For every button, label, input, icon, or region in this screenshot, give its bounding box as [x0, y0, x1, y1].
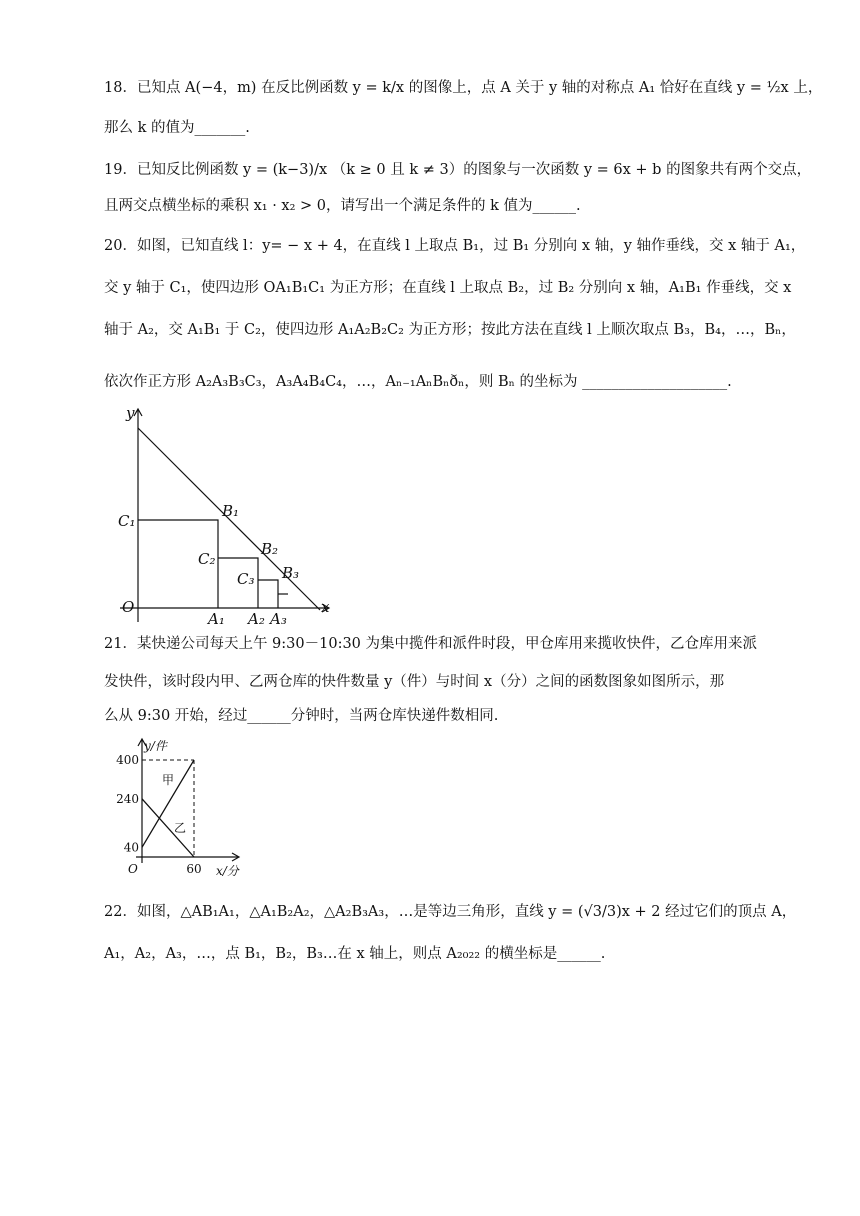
q21-x-tick-60: 60 — [186, 862, 202, 876]
q20-label-o: O — [122, 598, 135, 616]
q21-y-tick-240: 240 — [116, 791, 139, 806]
q20-label-c2: C₂ — [198, 550, 216, 568]
q21-line-1: 21．某快递公司每天上午 9:30－10:30 为集中揽件和派件时段，甲仓库用来揽收快件，乙仓库用来派 — [104, 636, 758, 652]
q20-label-b2: B₂ — [261, 540, 279, 558]
q20-label-a1: A₁ — [208, 610, 225, 625]
q21-line-chart — [104, 732, 254, 882]
q20-label-a2: A₂ — [248, 610, 265, 625]
q20-square-3 — [258, 580, 278, 608]
q18-line-1: 18．已知点 A(−4，m) 在反比例函数 y = k/x 的图像上，点 A 关于 y 轴的对称点 A₁ 恰好在直线 y = ½x 上， — [104, 80, 823, 96]
q20-line-4: 依次作正方形 A₂A₃B₃C₃，A₃A₄B₄C₄，…，Aₙ₋₁AₙBₙðₙ，则 Bₙ 的坐标为 ____________________. — [104, 374, 732, 390]
q20-line-2: 交 y 轴于 C₁，使四边形 OA₁B₁C₁ 为正方形；在直线 l 上取点 B₂，过 B₂ 分别向 x 轴，A₁B₁ 作垂线，交 x — [104, 280, 792, 296]
q20-label-y: y — [126, 404, 135, 422]
q20-label-b1: B₁ — [222, 502, 240, 520]
q21-y-tick-400: 400 — [116, 753, 139, 767]
q20-label-x: x — [321, 598, 330, 616]
q22-line-2: A₁，A₂，A₃，…，点 B₁，B₂，B₃…在 x 轴上，则点 A₂₀₂₂ 的横坐标是______. — [104, 946, 606, 962]
q21-x-axis-label: x/分 — [216, 864, 239, 878]
q20-line-1: 20．如图，已知直线 l：y= − x + 4，在直线 l 上取点 B₁，过 B₁ 分别向 x 轴，y 轴作垂线，交 x 轴于 A₁， — [104, 238, 806, 254]
q20-label-a3: A₃ — [270, 610, 287, 625]
q21-y-tick-40: 40 — [123, 840, 139, 855]
q21-series-label-1: 乙 — [174, 821, 187, 835]
q21-series-line-1 — [142, 799, 194, 857]
q19-line-2: 且两交点横坐标的乘积 x₁ · x₂ > 0，请写出一个满足条件的 k 值为______. — [104, 198, 581, 214]
q20-label-c3: C₃ — [237, 570, 255, 588]
q20-label-b3: B₃ — [282, 564, 300, 582]
q20-squares-figure — [110, 400, 340, 625]
q19-line-1: 19．已知反比例函数 y = (k−3)/x （k ≥ 0 且 k ≠ 3）的图象与一次函数 y = 6x + b 的图象共有两个交点， — [104, 162, 812, 178]
q20-label-c1: C₁ — [118, 512, 136, 530]
q21-y-axis-label: y/件 — [144, 739, 167, 753]
q21-line-2: 发快件，该时段内甲、乙两仓库的快件数量 y（件）与时间 x（分）之间的函数图象如图所示，那 — [104, 674, 725, 690]
q22-line-1: 22．如图，△AB₁A₁，△A₁B₂A₂，△A₂B₃A₃，…是等边三角形，直线 y = (√3/3)x + 2 经过它们的顶点 A， — [104, 904, 797, 920]
q20-line-3: 轴于 A₂，交 A₁B₁ 于 C₂，使四边形 A₁A₂B₂C₂ 为正方形；按此方法在直线 l 上顺次取点 B₃，B₄，…，Bₙ， — [104, 322, 796, 338]
q21-series-label-0: 甲 — [162, 773, 175, 787]
q21-origin-label: O — [128, 862, 138, 876]
q18-line-2: 那么 k 的值为_______. — [104, 120, 250, 136]
q21-line-3: 么从 9:30 开始，经过______分钟时，当两仓库快递件数相同. — [104, 708, 499, 724]
